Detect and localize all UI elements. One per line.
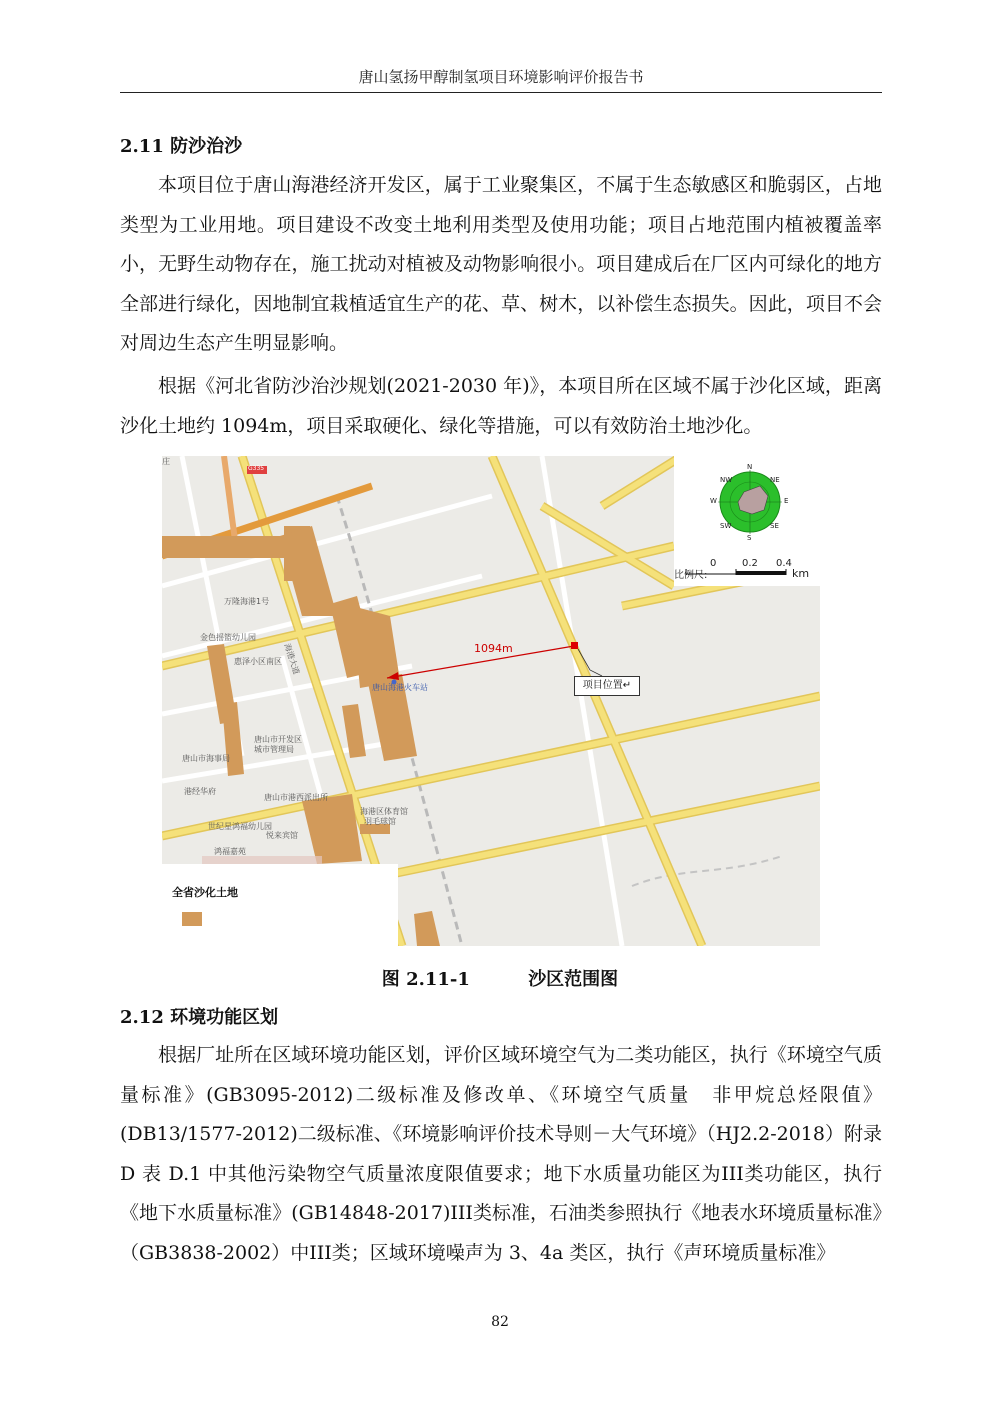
scale-tick-0: 0 — [710, 558, 717, 569]
compass-label-nw: NW — [720, 476, 733, 484]
map-label-g-road: G335 — [248, 465, 265, 472]
paragraph-2-11-2: 根据《河北省防沙治沙规划(2021-2030 年)》，本项目所在区域不属于沙化区域，距离沙化土地约 1094m，项目采取硬化、绿化等措施，可以有效防治土地沙化。 — [120, 375, 882, 437]
map-label-dev-zone1: 唐山市开发区 — [254, 735, 302, 744]
caption-number: 图 2.11-1 — [381, 969, 470, 990]
header-rule — [120, 92, 882, 93]
map-label-gangjing: 港经华府 — [184, 787, 216, 796]
sand-area-map — [162, 456, 820, 946]
map-label-corner: 庄 — [162, 457, 170, 466]
section-heading-2-12: 2.12 环境功能区划 — [120, 1007, 279, 1028]
map-legend — [162, 864, 398, 946]
map-label-hotel: 悦来宾馆 — [266, 831, 298, 840]
map-label-dev-zone2: 城市管理局 — [254, 745, 294, 754]
distance-label: 1094m — [474, 642, 513, 655]
map-label-sports1: 海港区体育馆 — [360, 807, 408, 816]
map-label-port-west: 唐山市港西派出所 — [264, 793, 328, 802]
compass-label-w: W — [710, 497, 717, 505]
map-label-honfu: 鸿福嘉苑 — [214, 847, 246, 856]
compass-label-sw: SW — [720, 522, 732, 530]
page-number: 82 — [491, 1314, 509, 1330]
paragraph-2-12-1: 根据厂址所在区域环境功能区划，评价区域环境空气为二类功能区，执行《环境空气质量标准》(GB3095-2012)二级标准及修改单、《环境空气质量 非甲烷总烃限值》(DB13/1577-2012)二级标准、《环境影响评价技术导则－大气环境》（HJ2.2-2018）附录 D 表 D.1 中其他污染物空气质量浓度限值要求；地下水质量功能区为III类功能区，执行《地下水质量标准》(GB14848-2017)III类标准，石油类参照执行《地表水环境质量标准》（GB3838-2002）中III类；区域环境噪声为 3、4a 类区，执行《声环境质量标准》 — [120, 1044, 882, 1264]
compass-label-ne: NE — [770, 476, 780, 484]
map-label-wanlong: 万隆海港1号 — [224, 597, 270, 606]
map-label-kindergarten1: 金色摇篮幼儿园 — [200, 633, 256, 642]
legend-title: 全省沙化土地 — [172, 886, 238, 899]
section-heading-2-11: 2.11 防沙治沙 — [120, 136, 243, 157]
paragraph-2-11-1: 本项目位于唐山海港经济开发区，属于工业聚集区，不属于生态敏感区和脆弱区，占地类型为工业用地。项目建设不改变土地利用类型及使用功能；项目占地范围内植被覆盖率小，无野生动物存在，施工扰动对植被及动物影响很小。项目建成后在厂区内可绿化的地方全部进行绿化，因地制宜栽植适宜生产的花、草、树木，以补偿生态损失。因此，项目不会对周边生态产生明显影响。 — [120, 174, 882, 354]
project-location-callout: 项目位置↵ — [574, 676, 640, 696]
scale-tick-2: 0.4 — [776, 558, 792, 569]
figure-caption — [0, 965, 1000, 991]
map-label-century: 世纪星鸿福幼儿园 — [208, 822, 272, 831]
map-label-maritime: 唐山市海事局 — [182, 754, 230, 763]
compass-label-s: S — [747, 534, 752, 542]
caption-title: 沙区范围图 — [528, 969, 619, 990]
compass-label-se: SE — [770, 522, 779, 530]
map-label-station: 唐山海港火车站 — [372, 683, 428, 692]
map-label-avenue: 海港大道 — [282, 642, 301, 676]
scale-unit: km — [792, 567, 810, 580]
legend-sand-swatch — [182, 912, 202, 926]
compass-label-e: E — [784, 497, 789, 505]
compass-label-n: N — [747, 463, 753, 471]
map-label-sports2: 羽毛球馆 — [364, 817, 396, 826]
map-label-huize: 惠泽小区南区 — [234, 657, 282, 666]
scale-prefix: 比例尺: — [674, 570, 708, 581]
scale-tick-1: 0.2 — [742, 558, 758, 569]
page-header: 唐山氢扬甲醇制氢项目环境影响评价报告书 — [358, 68, 644, 86]
